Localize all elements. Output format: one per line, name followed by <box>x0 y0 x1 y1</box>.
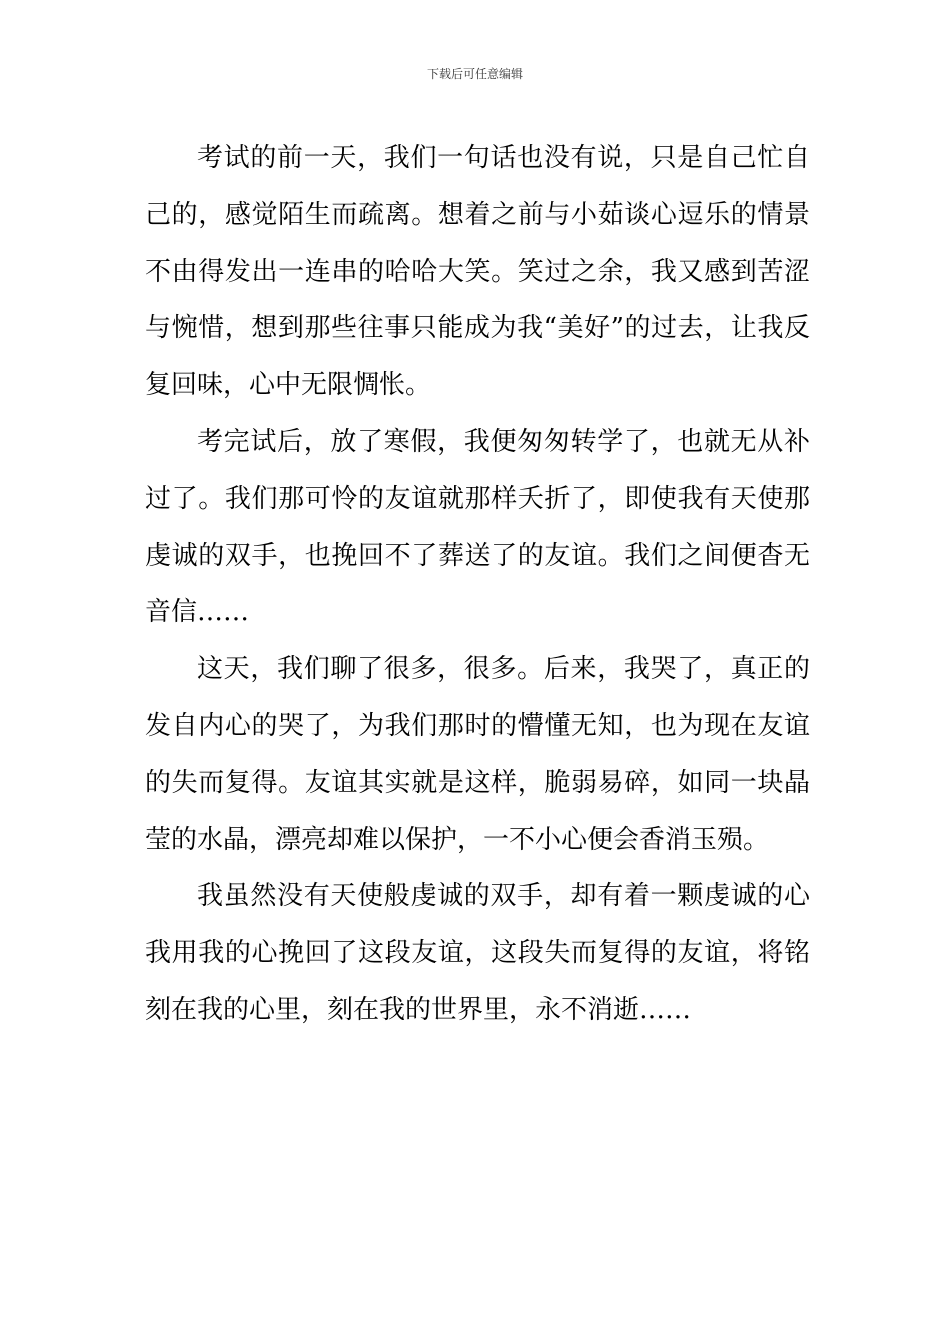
paragraph-3: 这天，我们聊了很多，很多。后来，我哭了，真正的发自内心的哭了，为我们那时的懵懂无知，也为现在友谊的失而复得。友谊其实就是这样，脆弱易碎，如同一块晶莹的水晶，漂亮却难以保护，一不小心便会香消玉殒。 <box>145 654 810 855</box>
page-header-note: 下载后可任意编辑 <box>426 67 523 81</box>
document-body <box>145 130 810 1039</box>
paragraph-1: 考试的前一天，我们一句话也没有说，只是自己忙自己的，感觉陌生而疏离。想着之前与小茹谈心逗乐的情景不由得发出一连串的哈哈大笑。笑过之余，我又感到苦涩与惋惜，想到那些往事只能成为我“美好”的过去，让我反复回味，心中无限惆怅。 <box>145 143 810 401</box>
paragraph-4: 我虽然没有天使般虔诚的双手，却有着一颗虔诚的心我用我的心挽回了这段友谊，这段失而复得的友谊，将铭刻在我的心里，刻在我的世界里，永不消逝…… <box>145 881 810 1025</box>
paragraph-2: 考完试后，放了寒假，我便匆匆转学了，也就无从补过了。我们那可怜的友谊就那样夭折了，即使我有天使那虔诚的双手，也挽回不了葬送了的友谊。我们之间便杳无音信…… <box>145 426 810 628</box>
